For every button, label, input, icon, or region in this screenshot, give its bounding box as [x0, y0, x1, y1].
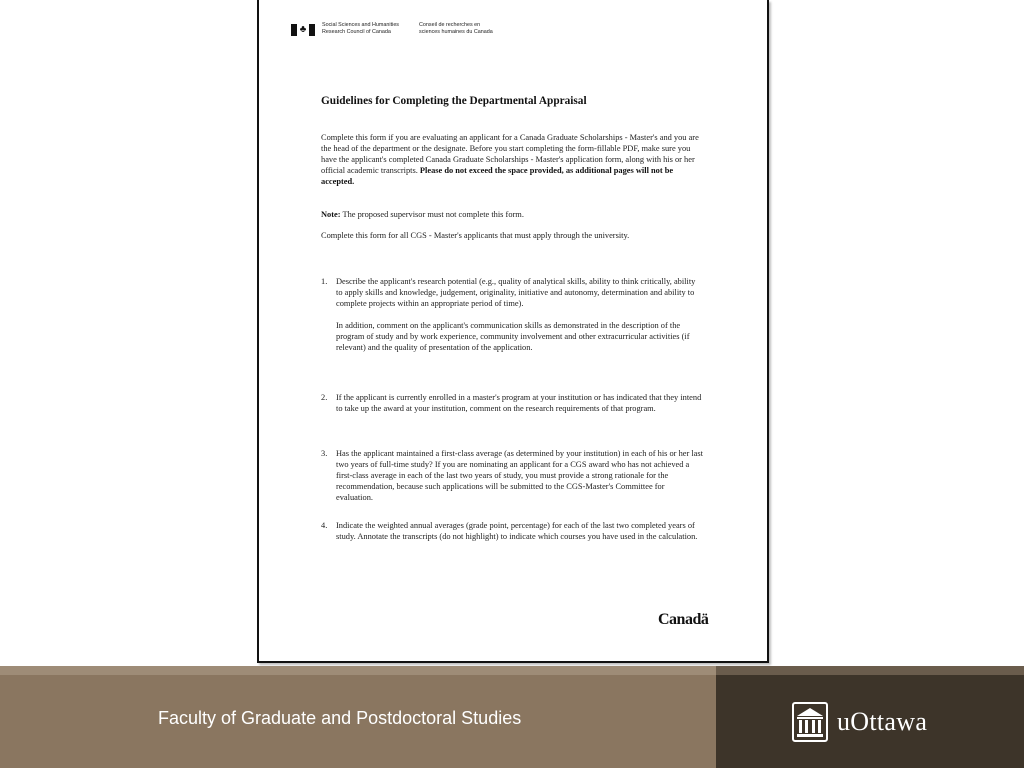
list-item: 3. Has the applicant maintained a first-class average (as determined by your institution) in each of his or her last two years of full-time study? If you are nominating an applicant for a CGS award who has not achieved a first-class average in each of the last two years of study, you must provide a strong rationale for the recommendation, because such applications will be submitted to the CGS-Master's Committee for evaluation. — [321, 449, 703, 502]
sshrc-header — [291, 22, 509, 42]
note-paragraph — [321, 209, 703, 220]
list-item: 1. Describe the applicant's research potential (e.g., quality of analytical skills, ability to think critically, ability to apply skills and knowledge, judgement, originality, initiative and autonomy, determination and ability to complete projects within an appropriate period of time). In addition, comment on the applicant's communication skills as demonstrated in the description of the program of study and by work experience, community involvement and other extracurricular activities (if relevant) and the quality of presentation of the application. — [321, 277, 696, 352]
list-item: 4. Indicate the weighted annual averages (grade point, percentage) for each of the last two completed years of study. Annotate the transcripts (do not highlight) to indicate which courses you have used in the calculation. — [321, 521, 698, 541]
agency-name-en: Social Sciences and Humanities Research Council of Canada — [322, 22, 400, 35]
canada-flag-icon: ♣ — [291, 24, 315, 36]
intro-bold-text: Please do not exceed the space provided, as additional pages will not be accepted. — [321, 166, 674, 186]
all-applicants-paragraph: Complete this form for all CGS - Master's applicants that must apply through the university. — [321, 231, 630, 240]
intro-paragraph: Complete this form if you are evaluating an applicant for a Canada Graduate Scholarships - Master's and you are the head of the department or the designate. Before you start completing the form-fillable PDF, make sure you have the applicant's completed Canada Graduate Scholarships - Master's application form, along with his or her official academic transcripts. Please do not exceed the space provided, as additional pages will not be accepted. — [321, 133, 699, 186]
note-text: The proposed supervisor must not complete this form. — [342, 210, 524, 219]
document-title: Guidelines for Completing the Departmental Appraisal — [321, 95, 587, 107]
uottawa-wordmark: uOttawa — [837, 707, 928, 736]
canada-wordmark: Canadä — [658, 611, 709, 628]
agency-name-fr: Conseil de recherches en sciences humaines du Canada — [419, 22, 493, 35]
faculty-name: Faculty of Graduate and Postdoctoral Studies — [158, 708, 522, 728]
uottawa-logo — [792, 702, 927, 742]
building-icon — [792, 702, 828, 742]
document-page — [257, 0, 769, 663]
note-label: Note: — [321, 210, 341, 219]
list-item: 2. If the applicant is currently enrolled in a master's program at your institution or has indicated that they intend to take up the award at your institution, comment on the research requirements of that program. — [321, 393, 702, 413]
